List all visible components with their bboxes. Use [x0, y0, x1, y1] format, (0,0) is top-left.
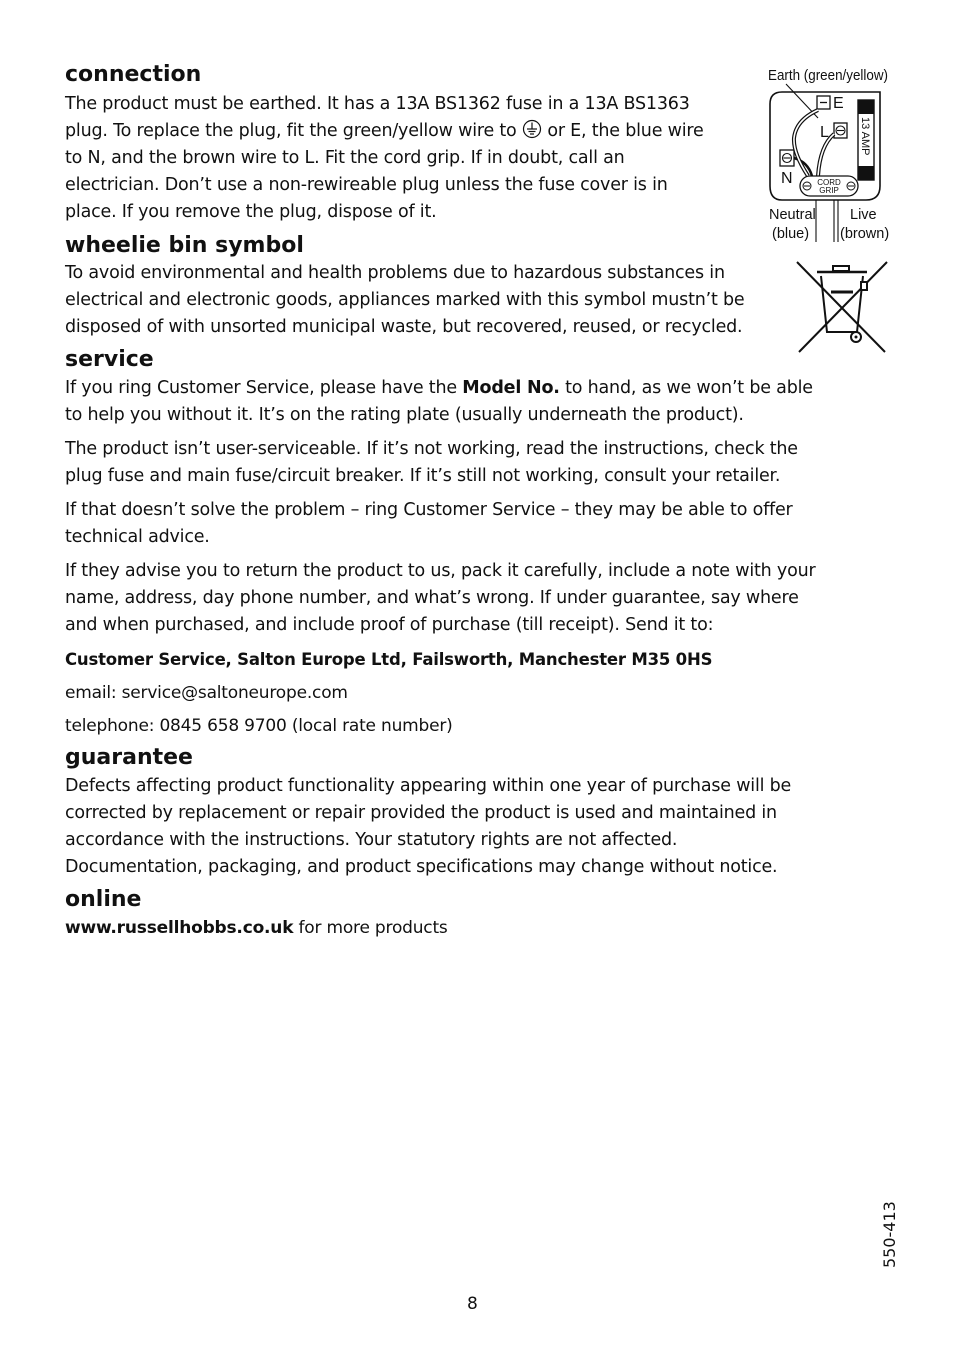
- service-p3-line-1: If that doesn’t solve the problem – ring Customer Service – they may be able to offer: [65, 500, 793, 520]
- wheelie-bin-line-2: electrical and electronic goods, appliances marked with this symbol mustn’t be: [65, 290, 745, 310]
- wheelie-bin-heading: wheelie bin symbol: [65, 233, 304, 258]
- connection-line-5: place. If you remove the plug, dispose of it.: [65, 202, 437, 222]
- service-email: email: service@saltoneurope.com: [65, 683, 348, 703]
- crossed-out-wheelie-bin-icon: [793, 258, 891, 356]
- service-heading: service: [65, 347, 154, 372]
- service-p1-text-b: to hand, as we won’t be able: [559, 378, 813, 398]
- online-suffix: for more products: [293, 918, 448, 938]
- service-telephone: telephone: 0845 658 9700 (local rate number): [65, 716, 453, 736]
- connection-heading: connection: [65, 62, 202, 87]
- service-address: Customer Service, Salton Europe Ltd, Failsworth, Manchester M35 0HS: [65, 650, 713, 669]
- earth-label: Earth (green/yellow): [768, 68, 888, 84]
- earth-symbol-icon: [522, 119, 542, 139]
- online-line: [65, 915, 448, 942]
- connection-line-3: to N, and the brown wire to L. Fit the cord grip. If in doubt, call an: [65, 148, 625, 168]
- service-p3-line-2: technical advice.: [65, 527, 210, 547]
- service-p1-line-1: [65, 375, 813, 402]
- guarantee-line-1: Defects affecting product functionality appearing within one year of purchase will be: [65, 776, 792, 796]
- cord-grip-label-2: GRIP: [819, 186, 839, 195]
- document-code: 550-413: [880, 1201, 899, 1268]
- terminal-l-label: L: [820, 124, 829, 141]
- plug-wiring-diagram: [760, 58, 894, 244]
- neutral-label-2: (blue): [772, 226, 810, 242]
- service-p2-line-1: The product isn’t user-serviceable. If it’s not working, read the instructions, check the: [65, 439, 798, 459]
- connection-line-1: The product must be earthed. It has a 13A BS1362 fuse in a 13A BS1363: [65, 94, 690, 114]
- online-heading: online: [65, 887, 142, 912]
- connection-line-2-b: or E, the blue wire: [547, 121, 704, 141]
- connection-line-2: [65, 118, 704, 145]
- website-link[interactable]: www.russellhobbs.co.uk: [65, 918, 294, 938]
- service-p4-line-1: If they advise you to return the product to us, pack it carefully, include a note with your: [65, 561, 816, 581]
- connection-line-4: electrician. Don’t use a non-rewireable plug unless the fuse cover is in: [65, 175, 668, 195]
- cord-grip-label-1: CORD: [817, 178, 841, 187]
- guarantee-line-3: accordance with the instructions. Your statutory rights are not affected.: [65, 830, 678, 850]
- service-p4-line-2: name, address, day phone number, and what’s wrong. If under guarantee, say where: [65, 588, 799, 608]
- neutral-label-1: Neutral: [769, 207, 816, 223]
- guarantee-heading: guarantee: [65, 745, 193, 770]
- live-label-2: (brown): [840, 226, 890, 242]
- terminal-e-label: E: [833, 95, 844, 112]
- connection-line-2-a: plug. To replace the plug, fit the green/yellow wire to: [65, 121, 517, 141]
- page-number: 8: [467, 1294, 478, 1314]
- terminal-n-label: N: [781, 170, 793, 187]
- guarantee-line-2: corrected by replacement or repair provided the product is used and maintained in: [65, 803, 777, 823]
- wheelie-bin-line-3: disposed of with unsorted municipal waste, but recovered, reused, or recycled.: [65, 317, 743, 337]
- service-p2-line-2: plug fuse and main fuse/circuit breaker. If it’s still not working, consult your retailer.: [65, 466, 781, 486]
- wheelie-bin-line-1: To avoid environmental and health problems due to hazardous substances in: [65, 263, 725, 283]
- service-p1-text-a: If you ring Customer Service, please have the: [65, 378, 463, 398]
- guarantee-line-4: Documentation, packaging, and product specifications may change without notice.: [65, 857, 778, 877]
- service-p4-line-3: and when purchased, and include proof of purchase (till receipt). Send it to:: [65, 615, 714, 635]
- service-p1-line-2: to help you without it. It’s on the rating plate (usually underneath the product).: [65, 405, 744, 425]
- fuse-label: 13 AMP: [859, 117, 871, 156]
- model-no-label: Model No.: [462, 378, 560, 398]
- live-label-1: Live: [850, 207, 877, 223]
